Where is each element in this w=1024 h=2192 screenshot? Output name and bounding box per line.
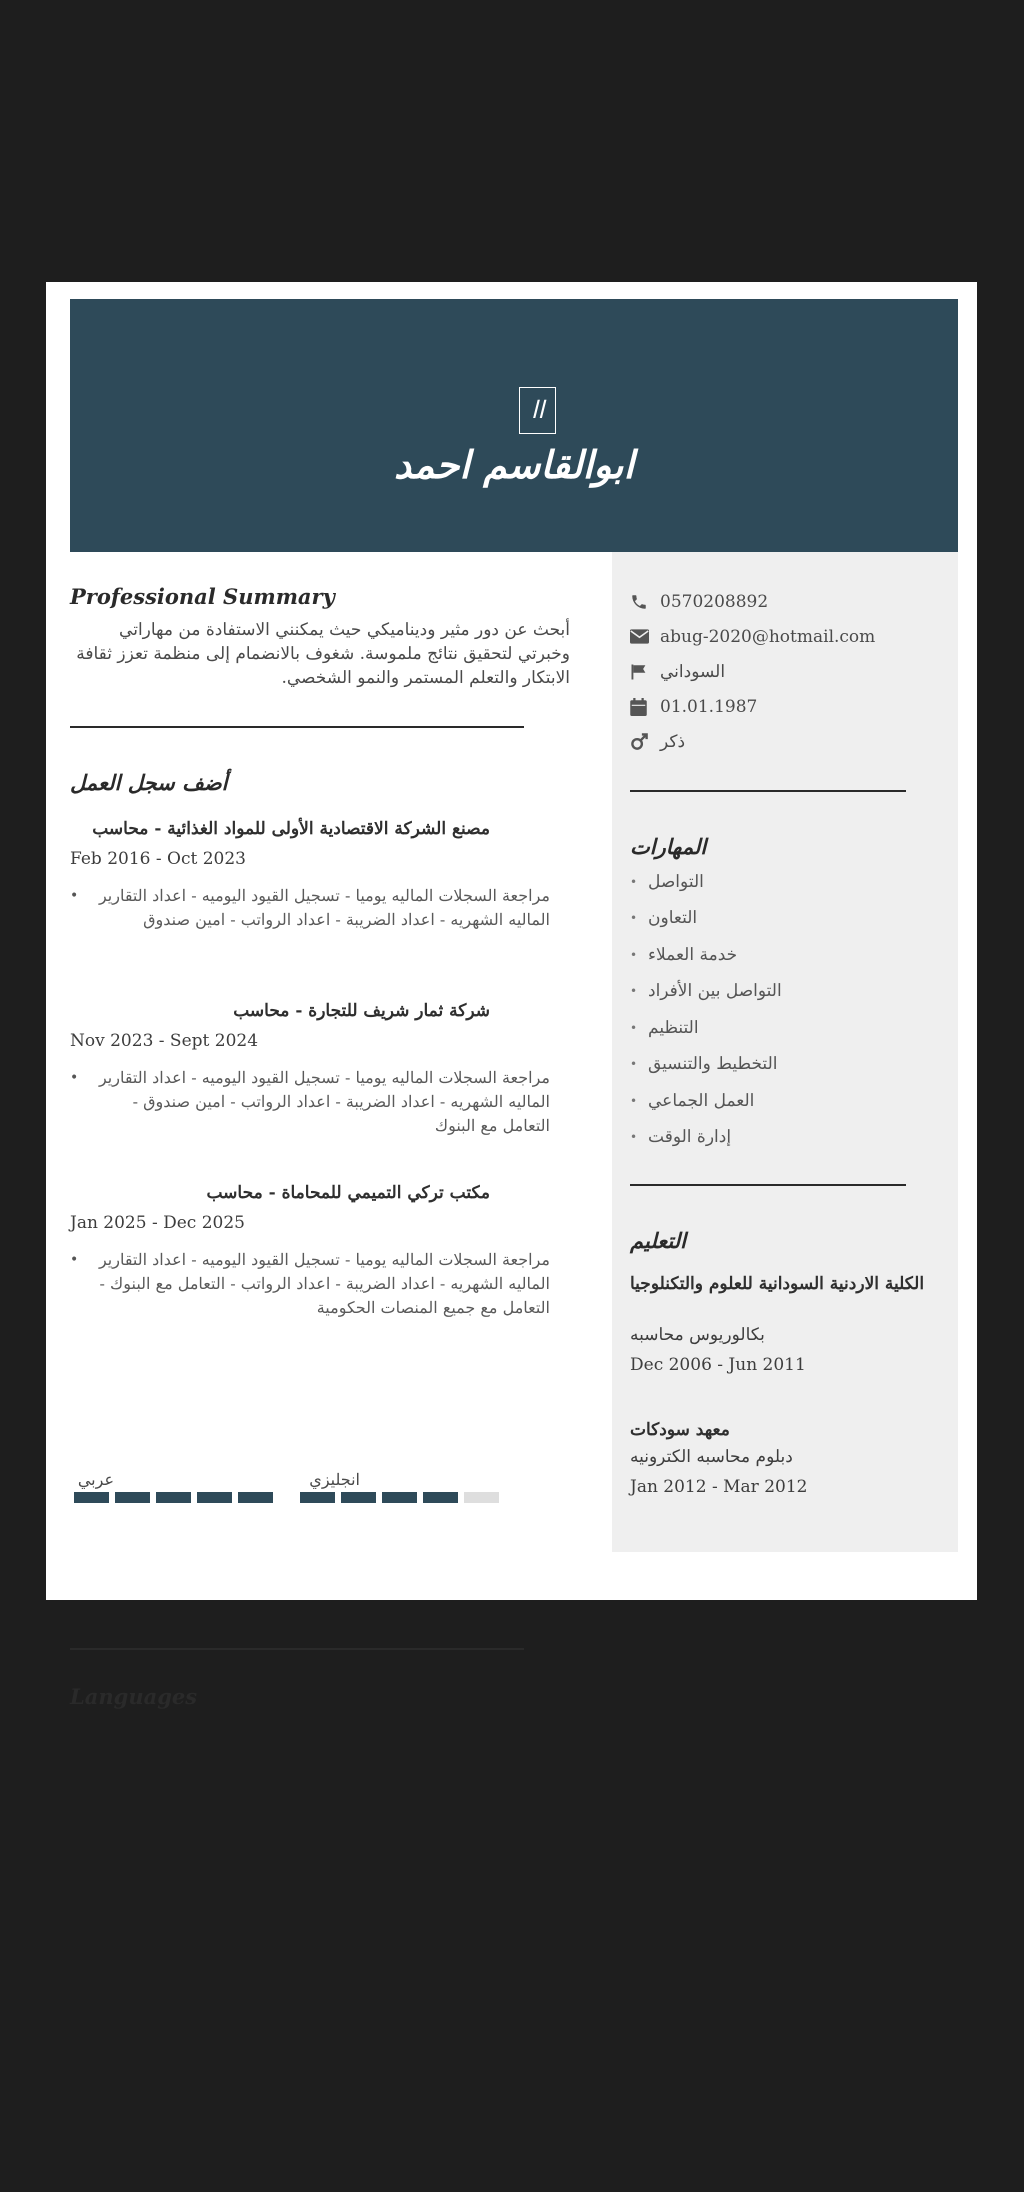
bullet-icon: • bbox=[70, 1252, 79, 1268]
bullet-icon: • bbox=[630, 911, 638, 925]
email-address: abug-2020@hotmail.com bbox=[660, 626, 876, 647]
candidate-name: ابوالقاسم احمد bbox=[393, 442, 635, 487]
resume-header bbox=[70, 299, 958, 552]
level-bar bbox=[300, 1492, 335, 1503]
bullet-icon: • bbox=[630, 1094, 638, 1108]
bullet-icon: • bbox=[70, 1070, 79, 1086]
language-item bbox=[300, 1470, 510, 1503]
education-degree: دبلوم محاسبه الكترونيه bbox=[630, 1447, 793, 1467]
level-bar bbox=[382, 1492, 417, 1503]
job-title: مصنع الشركة الاقتصادية الأولى للمواد الغذائية - محاسب bbox=[92, 819, 490, 839]
contact-nationality bbox=[630, 654, 930, 689]
bullet-icon: • bbox=[70, 888, 79, 904]
level-bar bbox=[423, 1492, 458, 1503]
job-entry bbox=[70, 996, 570, 1138]
level-bar-empty bbox=[464, 1492, 499, 1503]
level-bar bbox=[341, 1492, 376, 1503]
gender: ذكر bbox=[660, 731, 686, 752]
skill-item bbox=[630, 1119, 930, 1155]
skill-label: العمل الجماعي bbox=[648, 1091, 755, 1111]
flag-icon bbox=[630, 663, 660, 681]
birthdate: 01.01.1987 bbox=[660, 696, 758, 717]
language-level bbox=[300, 1492, 510, 1503]
bullet-icon: • bbox=[630, 1130, 638, 1144]
divider bbox=[630, 1184, 906, 1186]
job-dates: Jan 2025 - Dec 2025 bbox=[70, 1213, 245, 1233]
skill-label: التنظيم bbox=[648, 1018, 699, 1038]
skill-item bbox=[630, 1046, 930, 1082]
skill-label: خدمة العملاء bbox=[648, 945, 738, 965]
phone-number: 0570208892 bbox=[660, 591, 769, 612]
divider bbox=[70, 1648, 524, 1650]
job-description-text: مراجعة السجلات الماليه يوميا - تسجيل القيود اليوميه - اعداد التقارير الماليه الشهريه - اعداد الضريبة - اعداد الرواتب - امين صندوق - التعامل مع البنوك bbox=[98, 1068, 550, 1135]
divider bbox=[630, 790, 906, 792]
skill-item bbox=[630, 864, 930, 900]
education-dates: Dec 2006 - Jun 2011 bbox=[630, 1355, 806, 1375]
phone-icon bbox=[630, 593, 660, 611]
level-bar bbox=[238, 1492, 273, 1503]
divider bbox=[70, 726, 524, 728]
bullet-icon: • bbox=[630, 1021, 638, 1035]
skill-item bbox=[630, 900, 930, 936]
skill-label: التخطيط والتنسيق bbox=[648, 1054, 778, 1074]
calendar-icon bbox=[630, 698, 660, 716]
language-name: عربي bbox=[77, 1470, 114, 1489]
contact-email bbox=[630, 619, 930, 654]
skills-title: المهارات bbox=[630, 834, 707, 859]
resume-page bbox=[46, 282, 977, 1709]
job-title: شركة ثمار شريف للتجارة - محاسب bbox=[233, 1001, 490, 1021]
level-bar bbox=[115, 1492, 150, 1503]
skill-label: التواصل بين الأفراد bbox=[648, 981, 782, 1001]
language-level bbox=[74, 1492, 284, 1503]
gender-icon bbox=[630, 732, 660, 751]
job-description bbox=[70, 1066, 550, 1138]
job-entry bbox=[70, 1178, 570, 1320]
level-bar bbox=[74, 1492, 109, 1503]
job-dates: Feb 2016 - Oct 2023 bbox=[70, 849, 246, 869]
skill-label: إدارة الوقت bbox=[648, 1127, 732, 1147]
skill-label: التواصل bbox=[648, 872, 704, 892]
level-bar bbox=[197, 1492, 232, 1503]
education-degree: بكالوريوس محاسبه bbox=[630, 1325, 765, 1345]
bullet-icon: • bbox=[630, 984, 638, 998]
education-title: التعليم bbox=[630, 1228, 686, 1253]
skill-label: التعاون bbox=[648, 908, 698, 928]
summary-text: أبحث عن دور مثير وديناميكي حيث يمكنني الاستفادة من مهاراتي وخبرتي لتحقيق نتائج ملموسة. شغوف بالانضمام إلى منظمة تعزز ثقافة الابتكار والتعلم المستمر والنمو الشخصي. bbox=[76, 620, 570, 688]
nationality: السوداني bbox=[660, 661, 726, 682]
language-name: انجليزي bbox=[309, 1470, 360, 1489]
bullet-icon: • bbox=[630, 875, 638, 889]
experience-title: أضف سجل العمل bbox=[70, 770, 228, 795]
job-entry bbox=[70, 814, 570, 932]
bullet-icon: • bbox=[630, 948, 638, 962]
education-school: الكلية الاردنية السودانية للعلوم والتكنلوجيا bbox=[630, 1274, 925, 1294]
job-title: مكتب تركي التميمي للمحاماة - محاسب bbox=[206, 1183, 490, 1203]
language-item bbox=[74, 1470, 284, 1503]
skill-item bbox=[630, 1010, 930, 1046]
job-dates: Nov 2023 - Sept 2024 bbox=[70, 1031, 259, 1051]
level-bar bbox=[156, 1492, 191, 1503]
job-description-text: مراجعة السجلات الماليه يوميا - تسجيل القيود اليوميه - اعداد التقارير الماليه الشهريه - اعداد الضريبة - اعداد الرواتب - التعامل مع البنوك - التعامل مع جميع المنصات الحكومية bbox=[98, 1250, 550, 1317]
education-school: معهد سودكات bbox=[630, 1420, 730, 1440]
summary-title: Professional Summary bbox=[70, 584, 335, 609]
job-description-text: مراجعة السجلات الماليه يوميا - تسجيل القيود اليوميه - اعداد التقارير الماليه الشهريه - اعداد الضريبة - اعداد الرواتب - امين صندوق bbox=[98, 886, 550, 929]
skill-item bbox=[630, 937, 930, 973]
languages-title: Languages bbox=[70, 1684, 198, 1709]
skill-item bbox=[630, 973, 930, 1009]
job-description bbox=[70, 1248, 550, 1320]
contact-gender bbox=[630, 724, 930, 759]
sidebar bbox=[612, 552, 958, 1552]
bullet-icon: • bbox=[630, 1057, 638, 1071]
monogram-badge: اا bbox=[519, 387, 556, 434]
education-dates: Jan 2012 - Mar 2012 bbox=[630, 1477, 808, 1497]
envelope-icon bbox=[630, 629, 660, 644]
contact-birthdate bbox=[630, 689, 930, 724]
contact-phone bbox=[630, 584, 930, 619]
job-description bbox=[70, 884, 550, 932]
skill-item bbox=[630, 1083, 930, 1119]
